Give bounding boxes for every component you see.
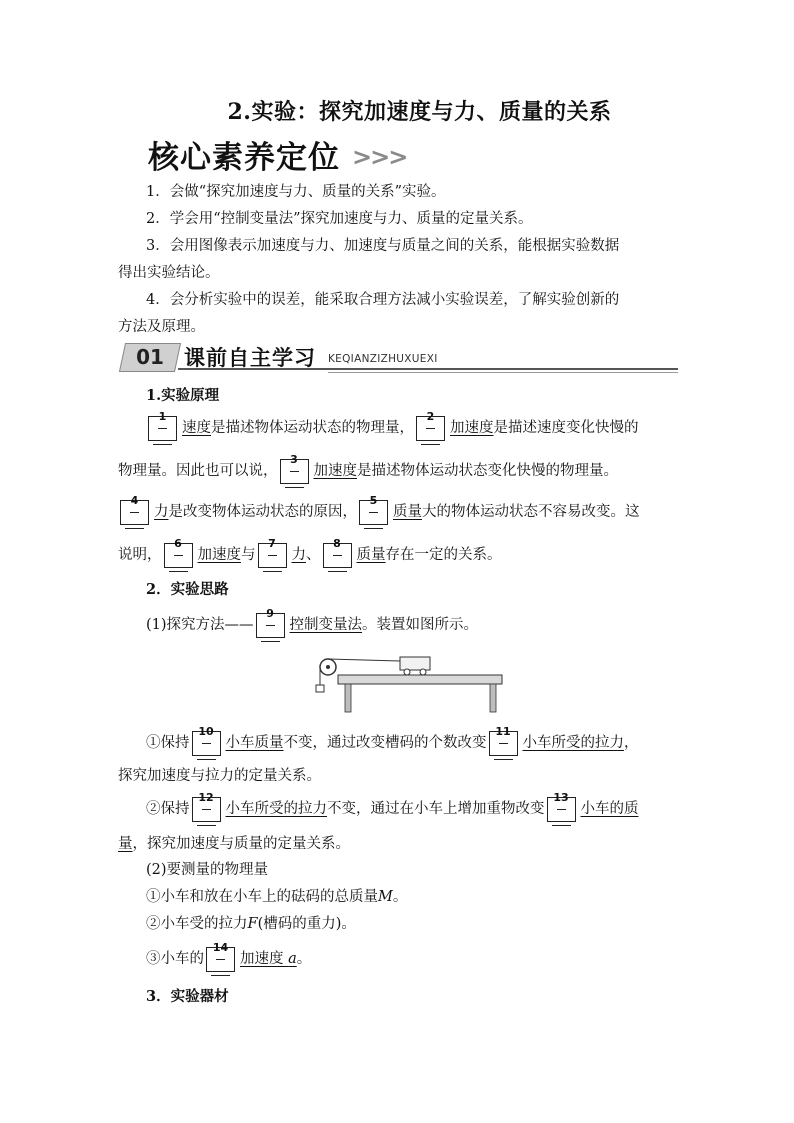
principle-line-4: 说明， 6 加速度与 7 力、 8 质量存在一定的关系。 xyxy=(118,543,502,568)
answer-9: 控制变量法 xyxy=(289,617,363,633)
table-top xyxy=(338,675,502,684)
keep-mass-line: ②保持 12 小车所受的拉力不变，通过在小车上增加重物改变 13 小车的质 xyxy=(146,797,639,822)
method-line: (1)探究方法—— 9 控制变量法。装置如图所示。 xyxy=(146,613,478,638)
banner-arrows-icon: >>> xyxy=(352,143,407,171)
answer-10: 小车质量 xyxy=(225,735,284,751)
page-title: 2.实验：探究加速度与力、质量的关系 xyxy=(227,99,612,125)
idea-heading: 2．实验思路 xyxy=(146,581,229,598)
objective-3-cont: 得出实验结论。 xyxy=(118,265,220,281)
pulley-axle xyxy=(326,665,330,669)
answer-blank-5[interactable]: 5 xyxy=(359,500,388,525)
answer-12: 小车所受的拉力 xyxy=(225,801,327,817)
objective-3: 3．会用图像表示加速度与力、加速度与质量之间的关系，能根据实验数据 xyxy=(146,238,620,254)
answer-8: 质量 xyxy=(356,547,386,563)
equipment-heading: 3．实验器材 xyxy=(146,988,229,1005)
apparatus-diagram xyxy=(300,645,520,715)
principle-heading: 1.实验原理 xyxy=(146,387,220,404)
answer-blank-8[interactable]: 8 xyxy=(323,543,352,568)
answer-blank-9[interactable]: 9 xyxy=(256,613,285,638)
answer-blank-7[interactable]: 7 xyxy=(258,543,287,568)
cart-wheel xyxy=(404,669,410,675)
cart-wheel xyxy=(420,669,426,675)
answer-4: 力 xyxy=(154,504,169,520)
table-leg-right xyxy=(490,684,496,712)
principle-line-3: 4 力是改变物体运动状态的原因， 5 质量大的物体运动状态不容易改变。这 xyxy=(118,500,640,525)
section-divider xyxy=(178,368,678,370)
answer-blank-13[interactable]: 13 xyxy=(547,797,576,822)
keep-mass-line-2: 量，探究加速度与质量的定量关系。 xyxy=(118,836,350,852)
objective-4-cont: 方法及原理。 xyxy=(118,319,205,335)
answer-blank-11[interactable]: 11 xyxy=(489,731,518,756)
answer-13-cont: 量 xyxy=(118,836,133,852)
core-literacy-banner: 核心素养定位 xyxy=(148,140,340,176)
principle-line-1: 1 速度是描述物体运动状态的物理量， 2 加速度是描述速度变化快慢的 xyxy=(146,416,639,441)
table-leg-left xyxy=(345,684,351,712)
answer-blank-1[interactable]: 1 xyxy=(148,416,177,441)
objective-1: 1．会做“探究加速度与力、质量的关系”实验。 xyxy=(146,184,446,200)
objective-4: 4．会分析实验中的误差，能采取合理方法减小实验误差，了解实验创新的 xyxy=(146,292,620,308)
answer-11: 小车所受的拉力 xyxy=(522,735,624,751)
answer-6: 加速度 xyxy=(197,547,241,563)
section-divider-thin xyxy=(328,372,678,373)
measure-1: ①小车和放在小车上的砝码的总质量M。 xyxy=(146,889,408,905)
string xyxy=(328,659,400,661)
answer-13: 小车的质 xyxy=(580,801,639,817)
answer-blank-12[interactable]: 12 xyxy=(192,797,221,822)
cart-icon xyxy=(400,657,430,670)
keep-force-line: ①保持 10 小车质量不变，通过改变槽码的个数改变 11 小车所受的拉力， xyxy=(146,731,639,756)
answer-1: 速度 xyxy=(182,420,211,436)
answer-blank-3[interactable]: 3 xyxy=(280,459,309,484)
answer-blank-10[interactable]: 10 xyxy=(192,731,221,756)
section-title: 课前自主学习 xyxy=(184,346,316,370)
keep-force-line-2: 探究加速度与拉力的定量关系。 xyxy=(118,768,321,784)
hook-weight-icon xyxy=(316,685,324,692)
answer-14: 加速度 a xyxy=(240,951,297,967)
answer-3: 加速度 xyxy=(313,463,357,479)
answer-5: 质量 xyxy=(393,504,422,520)
measure-3: ③小车的 14 加速度 a。 xyxy=(146,947,311,972)
section-number: 01 xyxy=(119,343,181,372)
measure-heading: (2)要测量的物理量 xyxy=(146,862,269,878)
section-pinyin: KEQIANZIZHUXUEXI xyxy=(328,353,438,365)
answer-2: 加速度 xyxy=(450,420,494,436)
measure-2: ②小车受的拉力F(槽码的重力)。 xyxy=(146,916,356,932)
answer-blank-2[interactable]: 2 xyxy=(416,416,445,441)
answer-blank-14[interactable]: 14 xyxy=(206,947,235,972)
section-header xyxy=(118,340,678,374)
principle-line-2: 物理量。因此也可以说， 3 加速度是描述物体运动状态变化快慢的物理量。 xyxy=(118,459,618,484)
answer-blank-6[interactable]: 6 xyxy=(164,543,193,568)
objective-2: 2．学会用“控制变量法”探究加速度与力、质量的定量关系。 xyxy=(146,211,533,227)
answer-7: 力 xyxy=(291,547,306,563)
answer-blank-4[interactable]: 4 xyxy=(120,500,149,525)
